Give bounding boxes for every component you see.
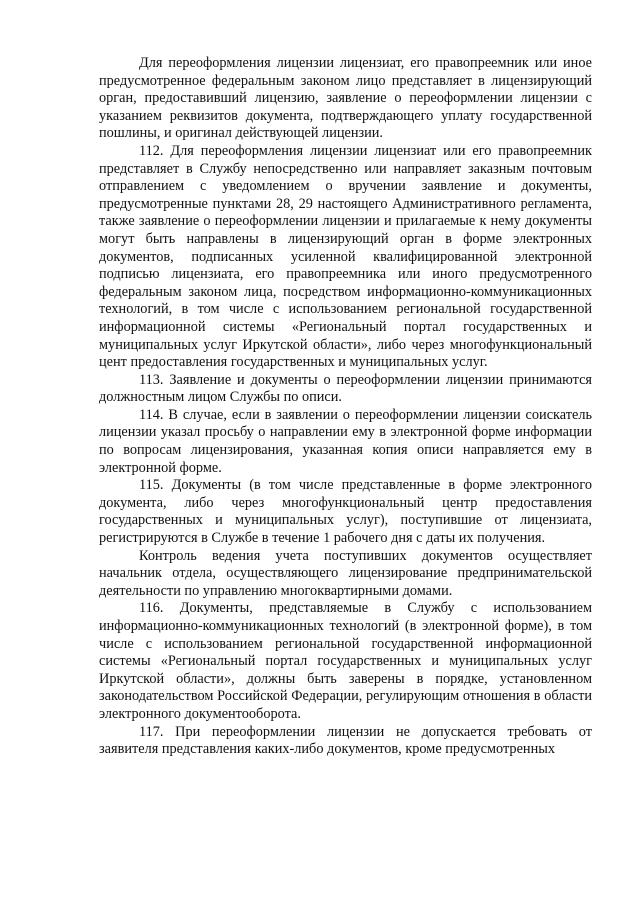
paragraph-text: В случае, если в заявлении о переоформлении лицензии соискатель лицензии указал просьбу о направлении ему в электронной форме информации по вопросам лицензирования, указанная копия описи направляется ему в электронной форме. — [99, 406, 592, 476]
paragraph-number: 114. — [139, 406, 164, 423]
paragraph-text: Документы (в том числе представленные в форме электронного документа, либо через многофункциональный центр предоставления государственных и муниципальных услуг), поступившие от лицензиата, регистрируются в Службе в течение 1 рабочего дня с даты их получения. — [99, 477, 592, 547]
paragraph-text: Заявление и документы о переоформлении лицензии принимаются должностным лицом Службы по описи. — [99, 371, 592, 406]
paragraph-text: Контроль ведения учета поступивших документов осуществляет начальник отдела, осуществляющего лицензирование предпринимательской деятельности по управлению многоквартирными домами. — [99, 547, 592, 599]
paragraph-113 — [99, 372, 592, 407]
paragraph-114 — [99, 407, 592, 477]
paragraph-text: Для переоформления лицензии лицензиат или его правопреемник представляет в Службу непосредственно или направляет заказным почтовым отправлением с уведомлением о вручении заявление и документы, предусмотренные пунктами 28, 29 настоящего Административного регламента, также заявление о переоформлении лицензии и прилагаемые к нему документы могут быть направлены в лицензирующий орган в форме электронных документов, подписанных усиленной квалифицированной электронной подписью лицензиата, его правопреемника или иного предусмотренного федеральным законом лица, посредством информационно-коммуникационных технологий, в том числе с использованием региональной государственной информационной системы «Региональный портал государственных и муниципальных услуг Иркутской области», либо через многофункциональный цент предоставления государственных и муниципальных услуг. — [99, 142, 593, 371]
paragraph-intro — [99, 55, 592, 143]
paragraph-number: 113. — [139, 371, 164, 388]
paragraph-number: 116. — [139, 600, 164, 617]
paragraph-text: Документы, представляемые в Службу с использованием информационно-коммуникационных технологий (в электронной форме), в том числе с использованием региональной государственной информационной системы «Региональный портал государственных и муниципальных услуг Иркутской области», должны быть заверены в порядке, установленном законодательством Российской Федерации, регулирующим отношения в области электронного документооборота. — [99, 600, 592, 722]
paragraph-number: 115. — [139, 477, 164, 494]
paragraph-text: При переоформлении лицензии не допускается требовать от заявителя представления каких-либо документов, кроме предусмотренных — [99, 723, 592, 758]
paragraph-number: 117. — [139, 723, 164, 740]
paragraph-115 — [99, 477, 592, 547]
paragraph-112 — [99, 143, 592, 372]
paragraph-text: Для переоформления лицензии лицензиат, его правопреемник или иное предусмотренное федеральным законом лицо представляет в лицензирующий орган, предоставивший лицензию, заявление о переоформлении лицензии с указанием реквизитов документа, подтверждающего уплату государственной пошлины, и оригинал действующей лицензии. — [99, 55, 592, 142]
paragraph-number: 112. — [139, 142, 164, 159]
document-page — [99, 55, 592, 759]
paragraph-117 — [99, 724, 592, 759]
paragraph-116 — [99, 600, 592, 723]
paragraph-control — [99, 548, 592, 601]
